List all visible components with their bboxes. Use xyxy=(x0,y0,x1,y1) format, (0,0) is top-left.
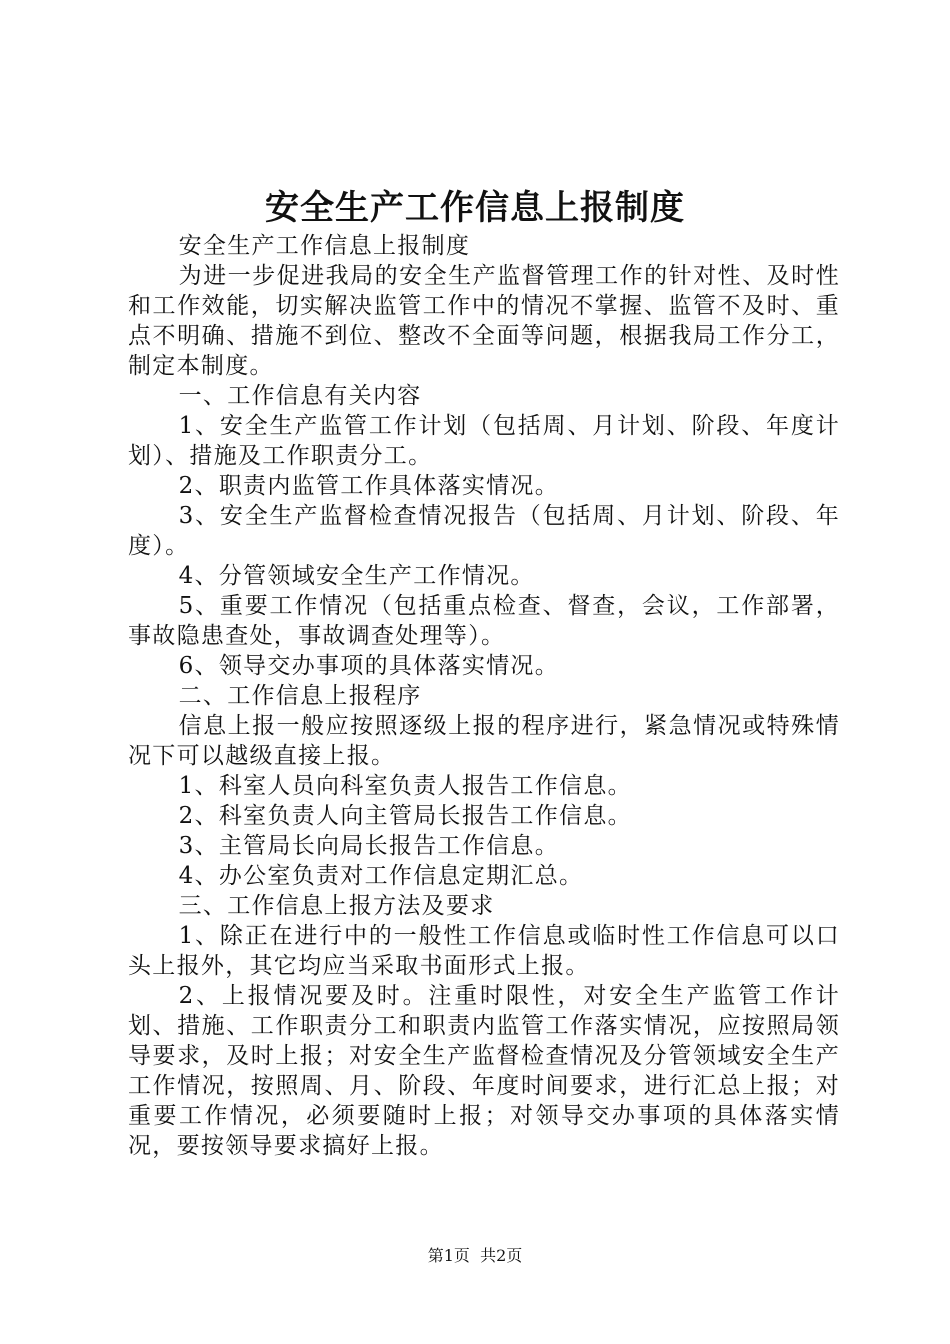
paragraph: 1、安全生产监管工作计划（包括周、月计划、阶段、年度计划）、措施及工作职责分工。 xyxy=(128,413,840,469)
section-heading: 三、工作信息上报方法及要求 xyxy=(178,893,495,919)
paragraph: 4、办公室负责对工作信息定期汇总。 xyxy=(178,863,584,889)
paragraph: 4、分管领域安全生产工作情况。 xyxy=(178,563,535,589)
paragraph: 2、科室负责人向主管局长报告工作信息。 xyxy=(178,803,632,829)
section-heading: 一、工作信息有关内容 xyxy=(178,383,422,409)
paragraph: 3、安全生产监督检查情况报告（包括周、月计划、阶段、年度）。 xyxy=(128,503,840,559)
paragraph: 5、重要工作情况（包括重点检查、督查，会议，工作部署，事故隐患查处，事故调查处理等）。 xyxy=(128,593,840,649)
paragraph: 信息上报一般应按照逐级上报的程序进行，紧急情况或特殊情况下可以越级直接上报。 xyxy=(128,713,840,769)
document-body xyxy=(128,231,840,1161)
paragraph: 安全生产工作信息上报制度 xyxy=(178,233,471,259)
paragraph: 为进一步促进我局的安全生产监督管理工作的针对性、及时性和工作效能，切实解决监管工作中的情况不掌握、监管不及时、重点不明确、措施不到位、整改不全面等问题，根据我局工作分工，制定本制度。 xyxy=(128,263,840,379)
page-number: 第1页 xyxy=(427,1246,470,1265)
document-title: 安全生产工作信息上报制度 xyxy=(265,188,685,228)
paragraph: 6、领导交办事项的具体落实情况。 xyxy=(178,653,560,679)
section-heading: 二、工作信息上报程序 xyxy=(178,683,422,709)
paragraph: 2、上报情况要及时。注重时限性，对安全生产监管工作计划、措施、工作职责分工和职责内监管工作落实情况，应按照局领导要求，及时上报；对安全生产监督检查情况及分管领域安全生产工作情况，按照周、月、阶段、年度时间要求，进行汇总上报；对重要工作情况，必须要随时上报；对领导交办事项的具体落实情况，要按领导要求搞好上报。 xyxy=(128,983,840,1159)
page-total: 共2页 xyxy=(480,1246,523,1265)
paragraph: 1、科室人员向科室负责人报告工作信息。 xyxy=(178,773,632,799)
paragraph: 1、除正在进行中的一般性工作信息或临时性工作信息可以口头上报外，其它均应当采取书面形式上报。 xyxy=(128,923,840,979)
paragraph: 3、主管局长向局长报告工作信息。 xyxy=(178,833,560,859)
page-footer xyxy=(0,1245,950,1267)
paragraph: 2、职责内监管工作具体落实情况。 xyxy=(178,473,560,499)
